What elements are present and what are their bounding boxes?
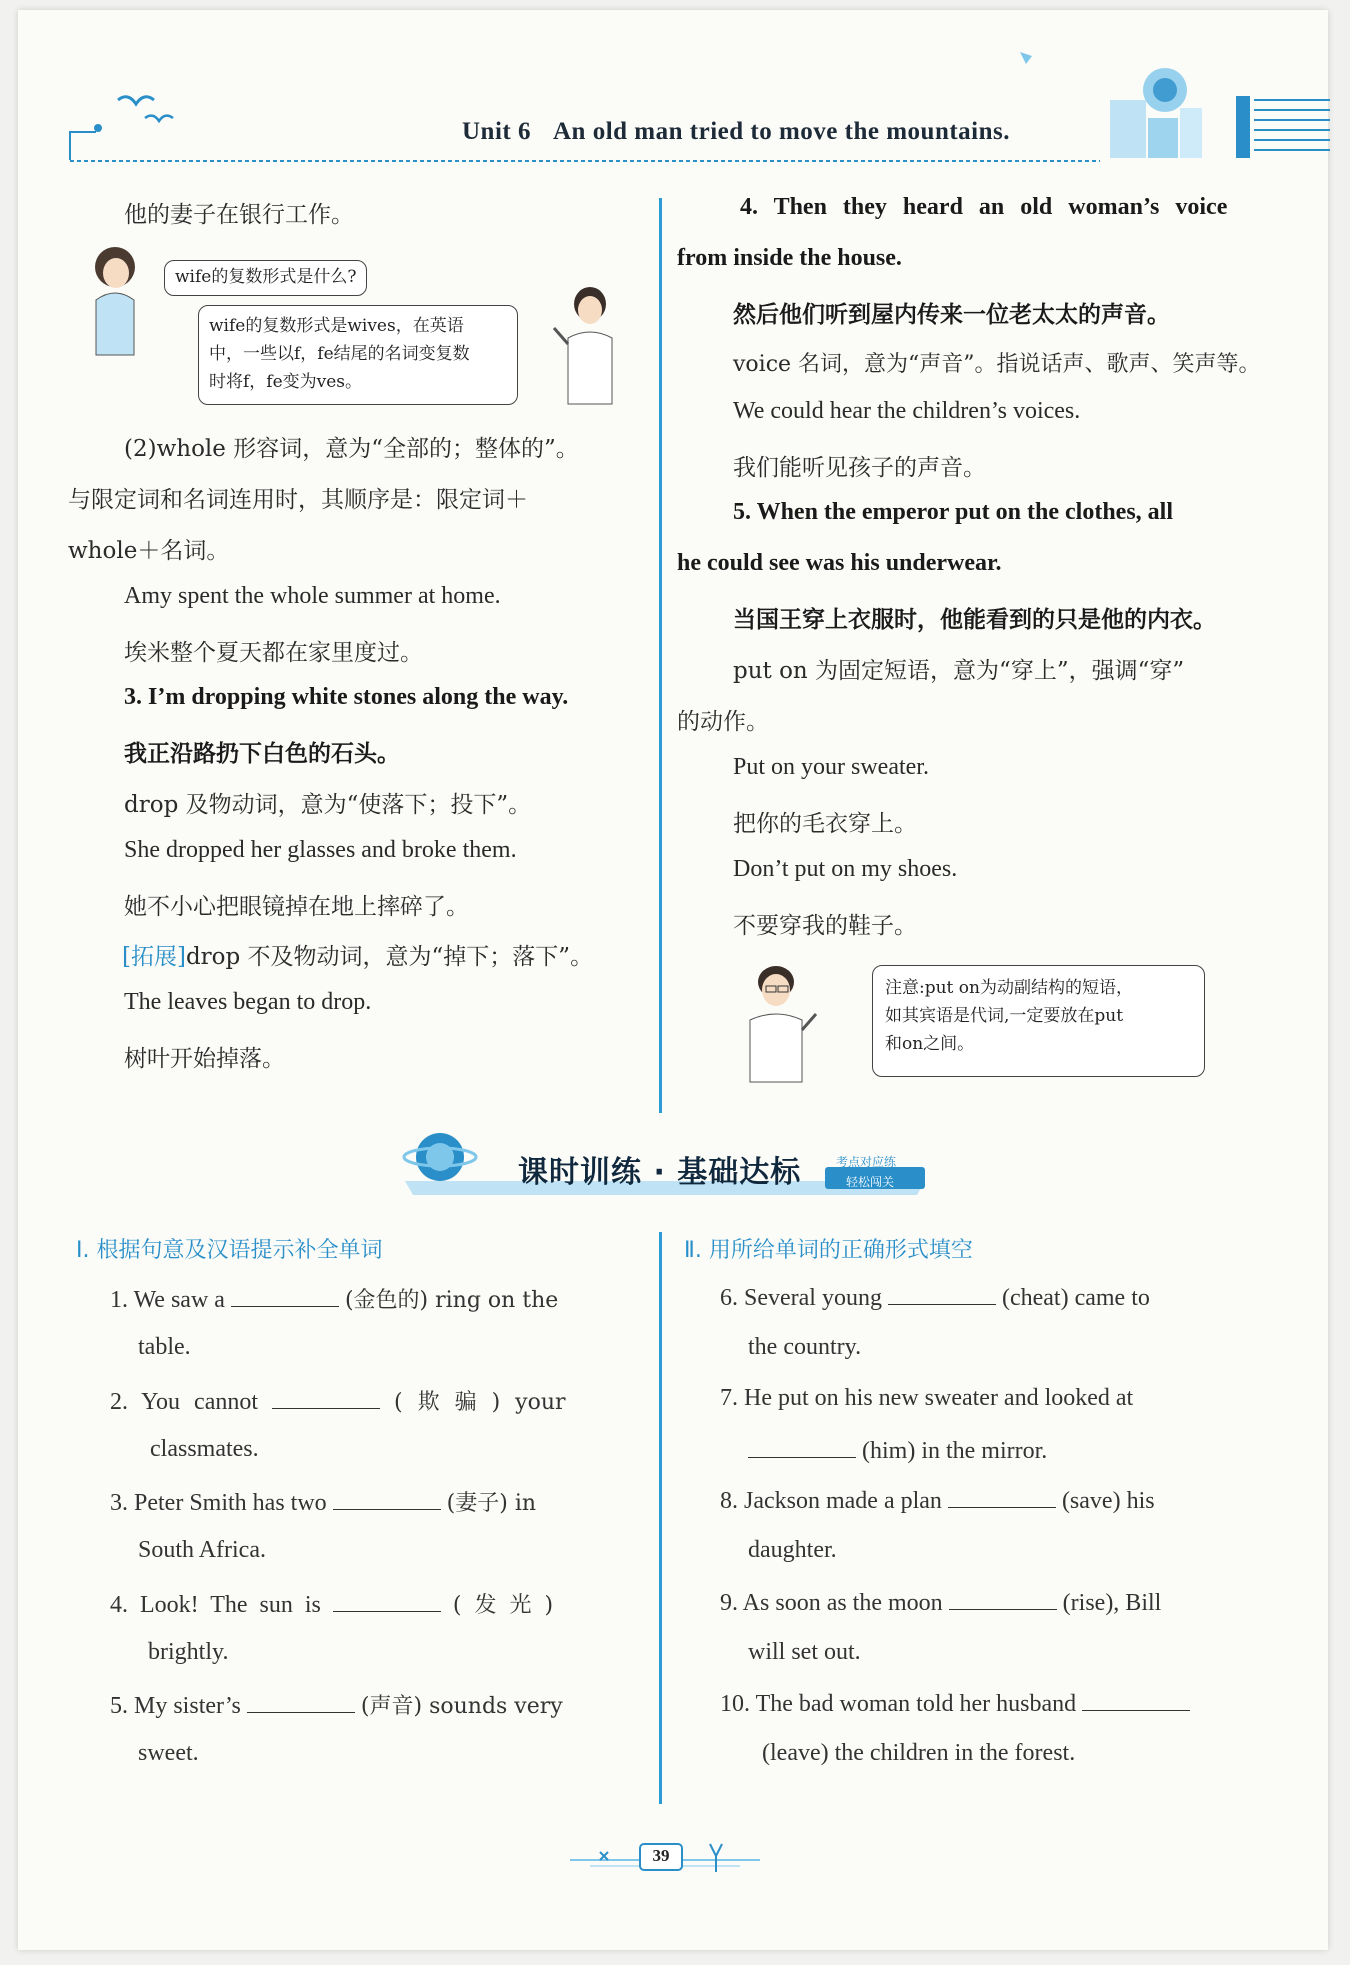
question-text: (rise), Bill xyxy=(1062,1590,1162,1616)
answer-blank[interactable] xyxy=(1082,1689,1190,1711)
header-title xyxy=(462,118,1010,146)
text-line: whole＋名词。 xyxy=(68,538,230,564)
exercise-question-cont: sweet. xyxy=(138,1740,199,1766)
exercise-question xyxy=(110,1486,536,1517)
example-cn: 把你的毛衣穿上。 xyxy=(733,811,917,837)
question-text: 4. Look! The sun is xyxy=(110,1592,321,1618)
exercise-question xyxy=(720,1486,1155,1515)
bubble-question-text: wife的复数形式是什么? xyxy=(175,267,357,287)
answer-blank[interactable] xyxy=(333,1488,441,1510)
exercise-question-cont: brightly. xyxy=(148,1639,229,1665)
answer-blank[interactable] xyxy=(948,1486,1056,1508)
question-text: 8. Jackson made a plan xyxy=(720,1488,942,1514)
sentence-heading: 3. I’m dropping white stones along the way. xyxy=(124,684,569,710)
exercise-question: 7. He put on his new sweater and looked at xyxy=(720,1385,1134,1411)
girl-illustration xyxy=(80,245,150,365)
sentence-translation: 当国王穿上衣服时，他能看到的只是他的内衣。 xyxy=(733,607,1216,633)
question-text: (cheat) came to xyxy=(1001,1285,1150,1311)
text-line: drop 及物动词，意为“使落下；投下”。 xyxy=(124,792,532,818)
question-text: (声音) sounds very xyxy=(360,1694,563,1719)
boy-illustration xyxy=(548,280,628,408)
note-line: 如其宾语是代词,一定要放在put xyxy=(885,1006,1124,1026)
question-text: (金色的) ring on the xyxy=(344,1288,559,1313)
exercise-question-cont: table. xyxy=(138,1334,191,1360)
exercise-question-cont: classmates. xyxy=(150,1436,259,1462)
teacher-illustration xyxy=(728,960,838,1085)
exercise-question-cont xyxy=(748,1436,1047,1465)
text-line: put on 为固定短语，意为“穿上”，强调“穿” xyxy=(733,658,1185,684)
text-line: 他的妻子在银行工作。 xyxy=(124,202,354,228)
bubble-answer-line: wife的复数形式是wives，在英语 xyxy=(209,316,464,336)
question-text: 1. We saw a xyxy=(110,1287,225,1313)
sentence-heading: from inside the house. xyxy=(677,245,902,271)
exercise-question-cont: daughter. xyxy=(748,1537,837,1563)
example-cn: 埃米整个夏天都在家里度过。 xyxy=(124,640,423,666)
extension-text: drop 不及物动词，意为“掉下；落下”。 xyxy=(185,944,594,970)
sentence-translation: 然后他们听到屋内传来一位老太太的声音。 xyxy=(733,302,1170,328)
text-line: (2)whole 形容词，意为“全部的；整体的”。 xyxy=(124,436,579,462)
answer-blank[interactable] xyxy=(748,1436,856,1458)
page-number: 39 xyxy=(652,1846,670,1865)
example-cn: 不要穿我的鞋子。 xyxy=(733,913,917,939)
exercise-question-cont: (leave) the children in the forest. xyxy=(762,1740,1076,1766)
exercise-question xyxy=(720,1689,1190,1718)
example-cn: 树叶开始掉落。 xyxy=(124,1046,285,1072)
answer-blank[interactable] xyxy=(247,1691,355,1713)
question-text: 5. My sister’s xyxy=(110,1693,241,1719)
page-header xyxy=(0,0,1350,175)
section-title: Ⅱ. 用所给单词的正确形式填空 xyxy=(684,1238,973,1263)
example-cn: 我们能听见孩子的声音。 xyxy=(733,455,986,481)
speech-bubble-answer xyxy=(198,305,518,405)
example-en: We could hear the children’s voices. xyxy=(733,398,1081,424)
sentence-heading: he could see was his underwear. xyxy=(677,550,1002,576)
answer-blank[interactable] xyxy=(231,1285,339,1307)
bubble-answer-line: 时将f，fe变为ves。 xyxy=(209,372,363,392)
column-divider-bottom xyxy=(659,1232,662,1804)
extension-line xyxy=(122,938,593,971)
question-text: (save) his xyxy=(1061,1488,1155,1514)
section-title: Ⅰ. 根据句意及汉语提示补全单词 xyxy=(76,1238,383,1263)
example-en: Don’t put on my shoes. xyxy=(733,856,958,882)
question-text: ( 欺 骗 ) your xyxy=(394,1390,566,1415)
question-text: 3. Peter Smith has two xyxy=(110,1490,327,1516)
question-text: (him) in the mirror. xyxy=(862,1438,1048,1464)
text-line: voice 名词，意为“声音”。指说话声、歌声、笑声等。 xyxy=(733,352,1261,377)
answer-blank[interactable] xyxy=(949,1588,1057,1610)
question-text: 9. As soon as the moon xyxy=(720,1590,943,1616)
exercise-question xyxy=(110,1588,553,1619)
question-text: (妻子) in xyxy=(446,1491,537,1516)
example-en: Put on your sweater. xyxy=(733,754,929,780)
extension-tag: [拓展] xyxy=(122,944,186,970)
column-divider-top xyxy=(659,198,662,1113)
note-line: 和on之间。 xyxy=(885,1034,975,1054)
question-text: 10. The bad woman told her husband xyxy=(720,1691,1077,1717)
sentence-translation: 我正沿路扔下白色的石头。 xyxy=(124,741,400,767)
banner-tag: 轻松闯关 xyxy=(846,1175,895,1189)
answer-blank[interactable] xyxy=(333,1590,441,1612)
exercise-question xyxy=(110,1385,566,1416)
banner-tag: 考点对应练 xyxy=(836,1155,897,1169)
speech-bubble-question xyxy=(164,260,367,296)
note-line: 注意:put on为动副结构的短语， xyxy=(885,978,1133,998)
sentence-heading: 4. Then they heard an old woman’s voice xyxy=(740,194,1228,220)
text-line: 的动作。 xyxy=(677,709,769,735)
text-line: 与限定词和名词连用时，其顺序是：限定词＋ xyxy=(68,487,528,513)
exercise-question-cont: South Africa. xyxy=(138,1537,266,1563)
exercise-question xyxy=(720,1283,1150,1312)
answer-blank[interactable] xyxy=(272,1387,380,1409)
exercise-question xyxy=(110,1689,563,1720)
note-bubble xyxy=(872,965,1205,1077)
answer-blank[interactable] xyxy=(888,1283,996,1305)
bubble-answer-line: 中，一些以f，fe结尾的名词变复数 xyxy=(209,344,470,364)
exercise-question xyxy=(720,1588,1161,1617)
exercise-question xyxy=(110,1283,558,1314)
question-text: 6. Several young xyxy=(720,1285,882,1311)
example-en: Amy spent the whole summer at home. xyxy=(124,583,501,609)
unit-title: An old man tried to move the mountains. xyxy=(552,118,1010,145)
sentence-heading: 5. When the emperor put on the clothes, all xyxy=(733,499,1174,525)
exercise-question-cont: will set out. xyxy=(748,1639,861,1665)
question-text: ( 发 光 ) xyxy=(452,1593,554,1618)
question-text: 2. You cannot xyxy=(110,1389,259,1415)
banner-title: 课时训练 · 基础达标 xyxy=(518,1155,802,1190)
example-cn: 她不小心把眼镜掉在地上摔碎了。 xyxy=(124,894,469,920)
unit-label: Unit 6 xyxy=(462,118,531,145)
exercise-question-cont: the country. xyxy=(748,1334,862,1360)
header-decoration xyxy=(0,0,1350,175)
example-en: She dropped her glasses and broke them. xyxy=(124,837,517,863)
example-en: The leaves began to drop. xyxy=(124,989,372,1015)
